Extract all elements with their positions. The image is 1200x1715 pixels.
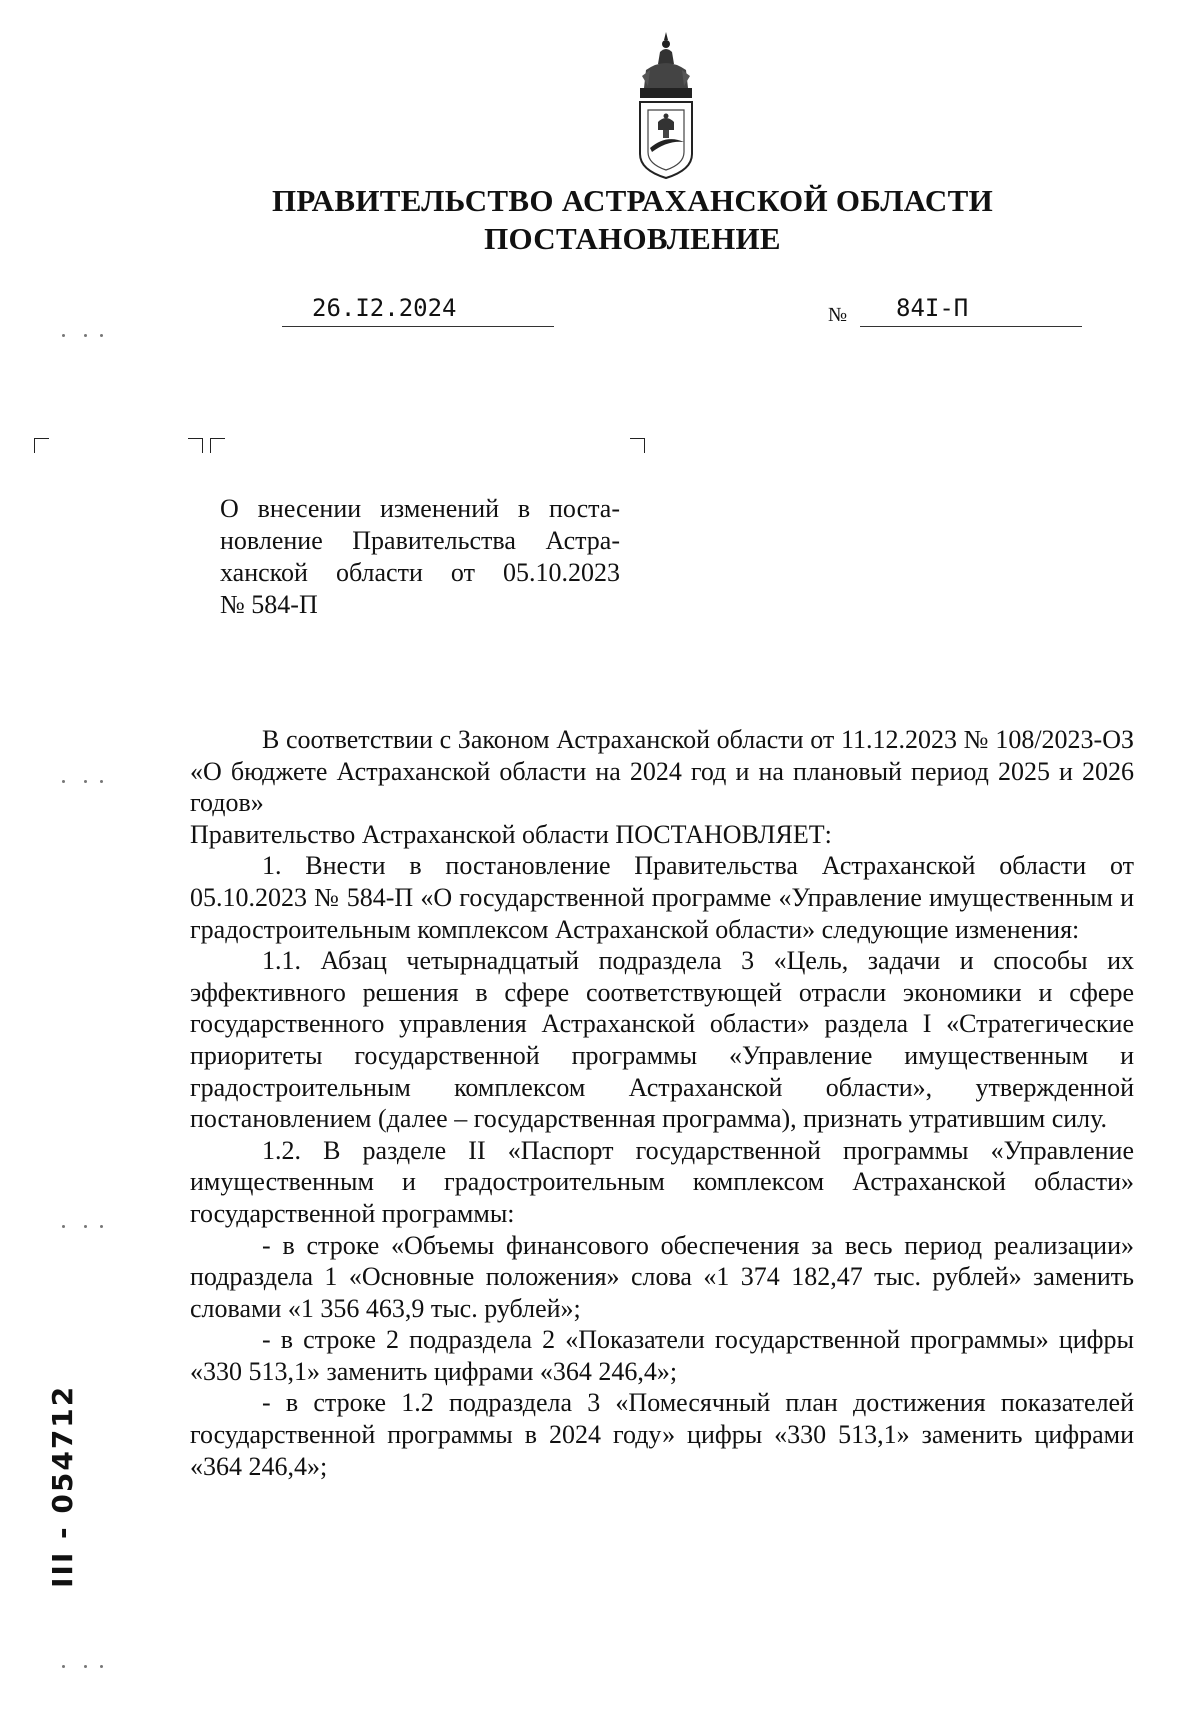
- corner-mark-subject-open: [210, 438, 225, 453]
- scan-speck: [100, 334, 103, 337]
- corner-mark-top-left: [34, 438, 49, 453]
- scan-speck: [100, 1665, 103, 1668]
- scan-speck: [84, 334, 87, 337]
- scan-speck: [84, 1665, 87, 1668]
- body-paragraph: - в строке 2 подраздела 2 «Показатели государственной программы» цифры «330 513,1» заменить цифрами «364 246,4»;: [190, 1325, 1134, 1386]
- scan-speck: [100, 1225, 103, 1228]
- scan-speck: [62, 334, 65, 337]
- document-date-field: [282, 294, 554, 327]
- scan-speck: [62, 780, 65, 783]
- body-paragraph: - в строке 1.2 подраздела 3 «Помесячный план достижения показателей государственной программы в 2024 году» цифры «330 513,1» заменить цифрами «364 246,4»;: [190, 1388, 1134, 1481]
- document-number: 84I-П: [896, 294, 969, 322]
- scan-speck: [62, 1225, 65, 1228]
- subject-line: новление Правительства Астра-: [220, 526, 620, 555]
- government-title: [0, 182, 1200, 258]
- scan-speck: [100, 780, 103, 783]
- body-paragraph: 1.1. Абзац четырнадцатый подраздела 3 «Цель, задачи и способы их эффективного решения в сфере соответствующей отрасли экономики и сфере государственного управления Астраханской области» раздела I «Стратегические приоритеты государственной программы «Управление имущественным и градостроительным комплексом Астраханской области», утвержденной постановлением (далее – государственная программа), признать утратившим силу.: [190, 946, 1134, 1134]
- number-label: №: [828, 304, 848, 326]
- serial-number: ІІІ - 054712: [46, 1384, 79, 1588]
- body-paragraph: В соответствии с Законом Астраханской области от 11.12.2023 № 108/2023-ОЗ «О бюджете Астраханской области на 2024 год и на плановый период 2025 и 2026 годов»: [190, 725, 1134, 818]
- coat-of-arms-icon: [630, 30, 702, 180]
- body-paragraph: 1.2. В разделе II «Паспорт государственной программы «Управление имущественным и градостроительным комплексом Астраханской области» государственной программы:: [190, 1135, 1134, 1228]
- side-serial-stamp: [28, 1378, 79, 1588]
- body-paragraph: - в строке «Объемы финансового обеспечения за весь период реализации» подраздела 1 «Основные положения» слова «1 374 182,47 тыс. рублей» заменить словами «1 356 463,9 тыс. рублей»;: [190, 1230, 1134, 1323]
- body-paragraph-resolve: Правительство Астраханской области ПОСТАНОВЛЯЕТ:: [190, 819, 832, 849]
- title-line-2: ПОСТАНОВЛЕНИЕ: [484, 221, 781, 256]
- subject-line: ханской области от 05.10.2023: [220, 558, 620, 587]
- corner-mark-subject-close: [630, 438, 645, 453]
- body-paragraph: 1. Внести в постановление Правительства Астраханской области от 05.10.2023 № 584-П «О государственной программе «Управление имущественным и градостроительным комплексом Астраханской области» следующие изменения:: [190, 851, 1134, 944]
- scan-speck: [84, 1225, 87, 1228]
- document-body: [190, 724, 1134, 1482]
- scan-speck: [84, 780, 87, 783]
- subject-line: О внесении изменений в поста-: [220, 494, 620, 523]
- document-subject: [220, 493, 620, 621]
- scan-speck: [62, 1665, 65, 1668]
- title-line-1: ПРАВИТЕЛЬСТВО АСТРАХАНСКОЙ ОБЛАСТИ: [271, 183, 993, 218]
- document-date: 26.I2.2024: [312, 294, 457, 322]
- corner-mark-left-close: [188, 438, 203, 453]
- document-number-field: [860, 294, 1082, 327]
- subject-line: № 584-П: [220, 590, 318, 619]
